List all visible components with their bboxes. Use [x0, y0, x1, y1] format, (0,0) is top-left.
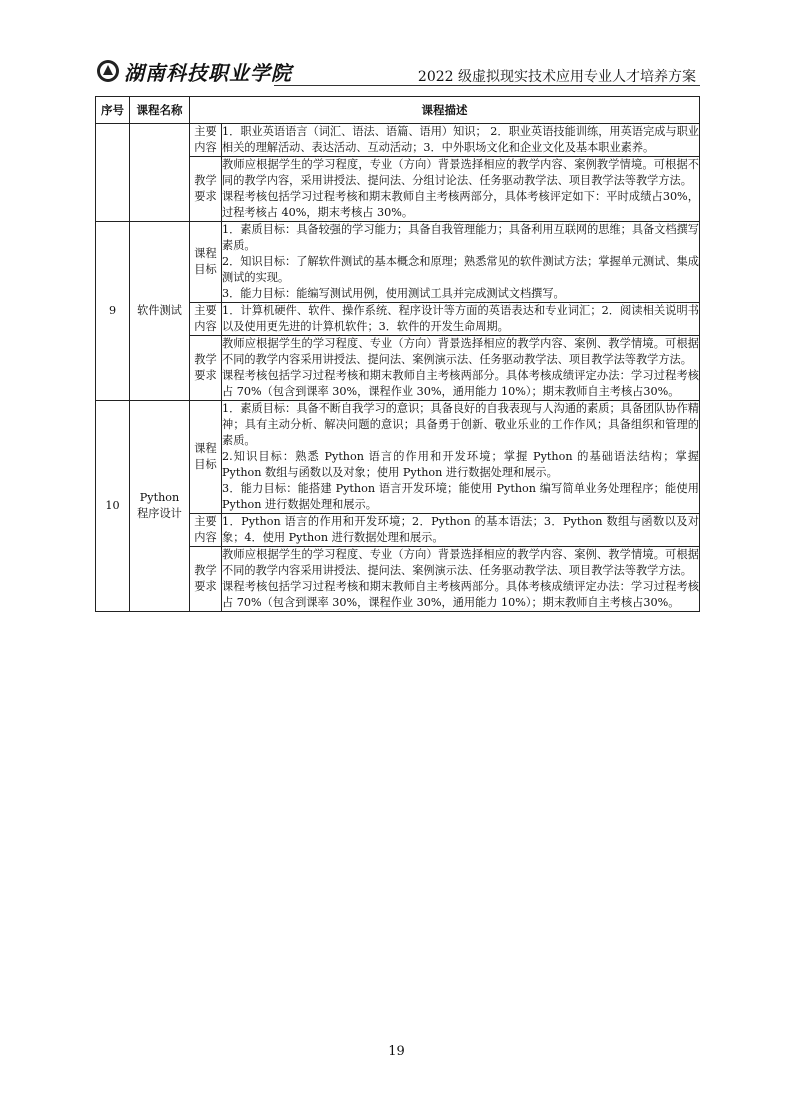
document-title: 2022 级虚拟现实技术应用专业人才培养方案	[417, 69, 696, 85]
course-name	[130, 401, 190, 612]
description-paragraph: 1．计算机硬件、软件、操作系统、程序设计等方面的英语表达和专业词汇；2．阅读相关说明书以及使用更先进的计算机软件；3．软件的开发生命周期。	[222, 304, 699, 333]
section-label-line: 目标	[194, 263, 217, 276]
section-label-line: 目标	[194, 458, 217, 471]
description-paragraph: 课程考核包括学习过程考核和期末教师自主考核两部分。具体考核成绩评定办法：学习过程考核占 70%（包含到课率 30%，课程作业 30%，通用能力 10%）；期末教师自主考核占30%。	[222, 580, 699, 609]
section-label	[190, 514, 222, 547]
table-row	[96, 222, 700, 303]
school-name: 湖南科技职业学院	[124, 60, 292, 85]
section-label	[190, 157, 222, 222]
table-header-row	[96, 97, 700, 124]
description-paragraph: 教师应根据学生的学习程度、专业（方向）背景选择相应的教学内容、案例、教学情境。可根据不同的教学内容采用讲授法、提问法、案例演示法、任务驱动教学法、项目教学法等教学方法。	[222, 548, 699, 577]
section-label-line: 要求	[194, 190, 217, 203]
description-paragraph: 3．能力目标：能搭建 Python 语言开发环境；能使用 Python 编写简单业务处理程序；能使用 Python 进行数据处理和展示。	[222, 482, 699, 511]
course-name	[130, 124, 190, 222]
section-label-line: 教学	[194, 564, 217, 577]
section-description	[222, 547, 700, 612]
description-paragraph: 课程考核包括学习过程考核和期末教师自主考核两部分。具体考核成绩评定办法：学习过程考核占 70%（包含到课率 30%，课程作业 30%，通用能力 10%）；期末教师自主考核占30%。	[222, 369, 699, 398]
section-label-line: 主要	[194, 125, 217, 138]
section-label	[190, 547, 222, 612]
section-label	[190, 401, 222, 514]
section-label-line: 要求	[194, 369, 217, 382]
section-label-line: 主要	[194, 515, 217, 528]
section-description	[222, 222, 700, 303]
page-number: 19	[388, 1044, 405, 1059]
section-description	[222, 336, 700, 401]
description-paragraph: 1．素质目标：具备较强的学习能力；具备自我管理能力；具备利用互联网的思维；具备文档撰写素质。	[222, 223, 699, 252]
header-desc: 课程描述	[190, 97, 700, 124]
page-header	[96, 56, 700, 86]
school-emblem-icon	[96, 59, 120, 83]
description-paragraph: 2．知识目标：了解软件测试的基本概念和原理；熟悉常见的软件测试方法；掌握单元测试、集成测试的实现。	[222, 255, 699, 284]
description-paragraph: 课程考核包括学习过程考核和期末教师自主考核两部分，具体考核评定如下：平时成绩占30%，过程考核占 40%，期末考核占 30%。	[222, 190, 699, 219]
course-name-line: Python	[139, 491, 180, 504]
section-description	[222, 124, 700, 157]
school-logo	[96, 56, 292, 86]
section-description	[222, 401, 700, 514]
header-course: 课程名称	[130, 97, 190, 124]
course-table	[95, 96, 700, 612]
description-paragraph: 2.知识目标：熟悉 Python 语言的作用和开发环境；掌握 Python 的基础语法结构；掌握 Python 数组与函数以及对象；使用 Python 进行数据处理和展示。	[222, 450, 699, 479]
section-label-line: 内容	[194, 531, 217, 544]
course-name-line: 软件测试	[137, 304, 182, 317]
description-paragraph: 教师应根据学生的学习程度，专业（方向）背景选择相应的教学内容、案例教学情境。可根据不同的教学内容，采用讲授法、提问法、分组讨论法、任务驱动教学法、项目教学法等教学方法。	[222, 158, 699, 187]
course-name	[130, 222, 190, 401]
header-divider	[274, 85, 700, 86]
description-paragraph: 1．素质目标：具备不断自我学习的意识；具备良好的自我表现与人沟通的素质；具备团队协作精神；具有主动分析、解决问题的意识；具备勇于创新、敬业乐业的工作作风；具备组织和管理的素质。	[222, 402, 699, 447]
section-label	[190, 222, 222, 303]
course-number: 10	[96, 401, 130, 612]
description-paragraph: 1．Python 语言的作用和开发环境；2．Python 的基本语法；3．Python 数组与函数以及对象；4．使用 Python 进行数据处理和展示。	[222, 515, 699, 544]
table-row	[96, 124, 700, 157]
course-number: 9	[96, 222, 130, 401]
course-number	[96, 124, 130, 222]
section-label-line: 课程	[194, 442, 217, 455]
description-paragraph: 3．能力目标：能编写测试用例，使用测试工具并完成测试文档撰写。	[222, 287, 565, 300]
section-label-line: 内容	[194, 141, 217, 154]
section-description	[222, 157, 700, 222]
section-label	[190, 336, 222, 401]
description-paragraph: 教师应根据学生的学习程度、专业（方向）背景选择相应的教学内容、案例、教学情境。可根据不同的教学内容采用讲授法、提问法、案例演示法、任务驱动教学法、项目教学法等教学方法。	[222, 337, 699, 366]
section-description	[222, 514, 700, 547]
table-row	[96, 401, 700, 514]
course-name-line: 程序设计	[137, 507, 182, 520]
section-label	[190, 124, 222, 157]
section-label-line: 主要	[194, 304, 217, 317]
section-description	[222, 303, 700, 336]
section-label-line: 教学	[194, 353, 217, 366]
section-label-line: 内容	[194, 320, 217, 333]
section-label-line: 课程	[194, 247, 217, 260]
header-num: 序号	[96, 97, 130, 124]
section-label-line: 教学	[194, 174, 217, 187]
section-label	[190, 303, 222, 336]
section-label-line: 要求	[194, 580, 217, 593]
description-paragraph: 1．职业英语语言（词汇、语法、语篇、语用）知识； 2．职业英语技能训练，用英语完成与职业相关的理解活动、表达活动、互动活动；3．中外职场文化和企业文化及基本职业素养。	[222, 125, 699, 154]
